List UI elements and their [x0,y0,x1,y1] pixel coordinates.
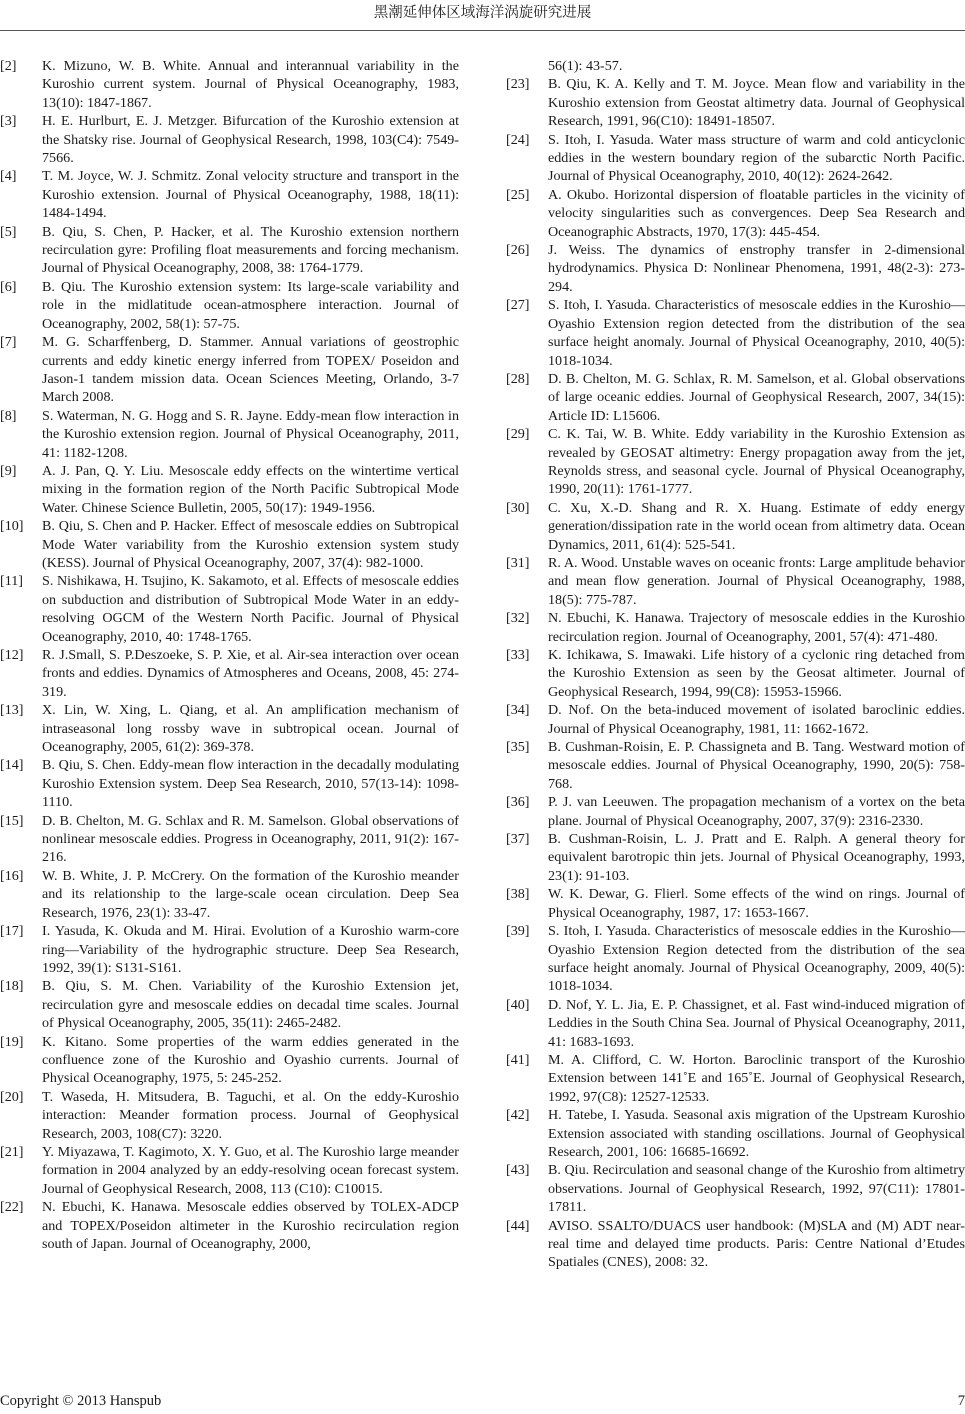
reference-entry [0,1198,459,1253]
reference-entry [506,922,965,996]
reference-entry [506,75,965,130]
reference-text: S. Itoh, I. Yasuda. Characteristics of mesoscale eddies in the Kuroshio—Oyashio Extension Region detected from the distribution of the sea surface height anomaly. Journal of Physical Oceanography, 2009, 40(5): 1018-1034. [548,923,965,995]
reference-entry [0,922,459,977]
reference-number: [6] [0,278,17,295]
reference-number: [34] [506,702,530,719]
reference-entry [0,407,459,462]
reference-text: N. Ebuchi, K. Hanawa. Trajectory of mesoscale eddies in the Kuroshio recirculation region. Journal of Oceanography, 2001, 57(4): 471-480. [548,610,965,645]
reference-entry [506,131,965,186]
reference-number: [20] [0,1088,24,1105]
reference-text: W. K. Dewar, G. Flierl. Some effects of the wind on rings. Journal of Physical Oceanography, 1987, 17: 1653-1667. [548,886,965,921]
reference-entry [0,112,459,167]
reference-text: M. G. Scharffenberg, D. Stammer. Annual variations of geostrophic currents and eddy kinetic energy inferred from TOPEX/ Poseidon and Jason-1 tandem mission data. Ocean Sciences Meeting, Orlando, 3-7 March 2008. [42,334,459,406]
reference-number: [13] [0,702,24,719]
reference-entry [506,1051,965,1106]
reference-entry [0,756,459,811]
reference-entry [0,867,459,922]
reference-text: AVISO. SSALTO/DUACS user handbook: (M)SLA and (M) ADT near-real time and delayed time products. Paris: Centre National d’Etudes Spatiales (CNES), 2008: 32. [548,1217,965,1271]
reference-text: B. Qiu, K. A. Kelly and T. M. Joyce. Mean flow and variability in the Kuroshio extension from Geostat altimetry data. Journal of Geophysical Research, 1991, 96(C10): 18491-18507. [548,76,965,130]
reference-number: [11] [0,573,23,590]
reference-number: [43] [506,1162,530,1179]
reference-number: [28] [506,370,530,387]
reference-entry [506,609,965,646]
reference-entry [506,186,965,241]
reference-entry [506,554,965,609]
reference-entry [506,241,965,296]
reference-number: [27] [506,297,530,314]
reference-entry [0,333,459,407]
reference-entry [506,646,965,701]
reference-number: [8] [0,407,17,424]
reference-entry [0,167,459,222]
reference-number: [26] [506,242,530,259]
reference-text: H. Tatebe, I. Yasuda. Seasonal axis migration of the Upstream Kuroshio Extension associated with standing oscillations. Journal of Geophysical Research, 2001, 106: 16685-16692. [548,1107,965,1160]
reference-text: P. J. van Leeuwen. The propagation mechanism of a vortex on the beta plane. Journal of Physical Oceanography, 2007, 37(9): 2316-2330. [548,794,965,829]
reference-number: [3] [0,113,17,130]
reference-entry [0,57,459,112]
reference-number: [37] [506,831,530,848]
reference-number: [7] [0,334,17,351]
reference-text: C. K. Tai, W. B. White. Eddy variability in the Kuroshio Extension as revealed by GEOSAT altimetry: Energy propagation away from the jet, Reynolds stress, and seasonal cycle. Journal of Physical Oceanography, 1990, 20(11): 1761-1777. [548,426,965,498]
reference-text: B. Qiu. Recirculation and seasonal change of the Kuroshio from altimetry observations. Journal of Geophysical Research, 1992, 97(C11): 17801-17811. [548,1162,965,1216]
reference-entry [506,370,965,425]
reference-number: [15] [0,812,24,829]
reference-number: [40] [506,996,530,1013]
reference-text: M. A. Clifford, C. W. Horton. Baroclinic transport of the Kuroshio Extension between 141˚E and 165˚E. Journal of Geophysical Research, 1992, 97(C8): 12527-12533. [548,1051,965,1105]
reference-text: S. Waterman, N. G. Hogg and S. R. Jayne. Eddy-mean flow interaction in the Kuroshio extension region. Journal of Physical Oceanography, 2011, 41: 1182-1208. [42,407,459,461]
reference-entry [506,830,965,885]
reference-text: S. Itoh, I. Yasuda. Characteristics of mesoscale eddies in the Kuroshio—Oyashio Extension region detected from the distribution of the sea surface height anomaly. Journal of Physical Oceanography, 2010, 40(5): 1018-1034. [548,297,965,369]
reference-number: [18] [0,978,24,995]
reference-entry [506,425,965,499]
reference-number: [4] [0,168,17,185]
reference-entry [506,793,965,830]
reference-number: [36] [506,794,530,811]
reference-entry [0,223,459,278]
reference-text: K. Mizuno, W. B. White. Annual and interannual variability in the Kuroshio current system. Journal of Physical Oceanography, 1983, 13(10): 1847-1867. [42,58,459,111]
reference-text: N. Ebuchi, K. Hanawa. Mesoscale eddies observed by TOLEX-ADCP and TOPEX/Poseidon altimeter in the Kuroshio recirculation region south of Japan. Journal of Oceanography, 2000, [42,1199,459,1252]
reference-number: [33] [506,647,530,663]
reference-number: [5] [0,223,17,240]
references-right-column [506,57,965,1272]
reference-number: [35] [506,739,530,756]
reference-text: R. J.Small, S. P.Deszoeke, S. P. Xie, et al. Air-sea interaction over ocean fronts and eddies. Dynamics of Atmospheres and Oceans, 2008, 45: 274-319. [42,647,459,700]
reference-entry [506,499,965,554]
reference-entry [0,517,459,572]
reference-text: Y. Miyazawa, T. Kagimoto, X. Y. Guo, et al. The Kuroshio large meander formation in 2004 analyzed by an eddy-resolving ocean forecast system. Journal of Geophysical Research, 2008, 113 (C10): C10015. [42,1143,459,1197]
reference-entry [0,701,459,756]
reference-text: A. Okubo. Horizontal dispersion of floatable particles in the vicinity of velocity singularities such as convergences. Deep Sea Research and Oceanographic Abstracts, 1970, 17(3): 445-454. [548,186,965,240]
reference-number: [31] [506,554,530,571]
reference-entry [0,977,459,1032]
reference-text: D. B. Chelton, M. G. Schlax and R. M. Samelson. Global observations of nonlinear mesoscale eddies. Progress in Oceanography, 2011, 91(2): 167-216. [42,812,459,866]
reference-entry [506,738,965,793]
reference-number: [2] [0,58,17,74]
reference-number: [19] [0,1033,24,1050]
running-header: 黑潮延伸体区域海洋涡旋研究进展 [373,5,592,21]
reference-text: W. B. White, J. P. McCrery. On the formation of the Kuroshio meander and its relationship to the large-scale ocean circulation. Deep Sea Research, 1976, 23(1): 33-47. [42,867,459,921]
reference-number: [21] [0,1143,24,1160]
reference-entry [506,1161,965,1216]
reference-entry [506,885,965,922]
reference-text: T. Waseda, H. Mitsudera, B. Taguchi, et al. On the eddy-Kuroshio interaction: Meander formation process. Journal of Geophysical Research, 2003, 108(C7): 3220. [42,1088,459,1142]
reference-text: B. Qiu, S. Chen, P. Hacker, et al. The Kuroshio extension northern recirculation gyre: Profiling float measurements and forcing mechanism. Journal of Physical Oceanography, 2008, 38: 1764-1779. [42,223,459,277]
reference-number: [44] [506,1217,530,1234]
reference-entry [506,1106,965,1161]
reference-number: [14] [0,757,24,774]
reference-number: [41] [506,1051,530,1068]
reference-text: K. Kitano. Some properties of the warm eddies generated in the confluence zone of the Kuroshio and Oyashio currents. Journal of Physical Oceanography, 1975, 5: 245-252. [42,1033,459,1087]
reference-number: [42] [506,1107,530,1124]
reference-entry [0,1033,459,1088]
reference-text: B. Cushman-Roisin, L. J. Pratt and E. Ralph. A general theory for equivalent barotropic thin jets. Journal of Physical Oceanography, 1993, 23(1): 91-103. [548,831,965,884]
reference-text: D. B. Chelton, M. G. Schlax, R. M. Samelson, et al. Global observations of large oceanic eddies. Journal of Geophysical Research, 2007, 34(15): Article ID: L15606. [548,370,965,424]
reference-entry [506,57,965,75]
reference-number: [25] [506,186,530,203]
reference-entry [0,462,459,517]
reference-text: I. Yasuda, K. Okuda and M. Hirai. Evolution of a Kuroshio warm-core ring—Variability of the hydrographic structure. Deep Sea Research, 1992, 39(1): S131-S161. [42,923,459,976]
reference-text: D. Nof, Y. L. Jia, E. P. Chassignet, et al. Fast wind-induced migration of Leddies in the South China Sea. Journal of Physical Oceanography, 2011, 41: 1683-1693. [548,996,965,1050]
reference-number: [17] [0,923,24,940]
page-number: 7 [957,1393,965,1409]
reference-text: D. Nof. On the beta-induced movement of isolated baroclinic eddies. Journal of Physical Oceanography, 1981, 11: 1662-1672. [548,702,965,737]
header-rule [0,30,965,31]
references-left-column [0,57,459,1253]
reference-number: [22] [0,1199,24,1216]
reference-text: K. Ichikawa, S. Imawaki. Life history of a cyclonic ring detached from the Kuroshio Extension as seen by the Geosat altimeter. Journal of Geophysical Research, 1994, 99(C8): 15953-15966. [548,647,965,700]
reference-entry [506,1217,965,1272]
reference-text: T. M. Joyce, W. J. Schmitz. Zonal velocity structure and transport in the Kuroshio extension. Journal of Physical Oceanography, 1988, 18(11): 1484-1494. [42,168,459,222]
reference-text: R. A. Wood. Unstable waves on oceanic fronts: Large amplitude behavior and mean flow generation. Journal of Physical Oceanography, 1988, 18(5): 775-787. [548,554,965,608]
reference-entry [0,572,459,646]
reference-text: J. Weiss. The dynamics of enstrophy transfer in 2-dimensional hydrodynamics. Physica D: Nonlinear Phenomena, 1991, 48(2-3): 273-294. [548,242,965,295]
reference-number: [16] [0,867,24,884]
reference-text: B. Qiu, S. M. Chen. Variability of the Kuroshio Extension jet, recirculation gyre and mesoscale eddies on decadal time scales. Journal of Physical Oceanography, 2005, 35(11): 2465-2482. [42,978,459,1032]
reference-text: B. Qiu, S. Chen and P. Hacker. Effect of mesoscale eddies on Subtropical Mode Water variability from the Kuroshio extension system study (KESS). Journal of Physical Oceanography, 2007, 37(4): 982-1000. [42,518,459,571]
reference-number: [39] [506,923,530,940]
reference-text: B. Cushman-Roisin, E. P. Chassigneta and B. Tang. Westward motion of mesoscale eddies. Journal of Physical Oceanography, 1990, 20(5): 758-768. [548,739,965,792]
reference-text: B. Qiu. The Kuroshio extension system: Its large-scale variability and role in the midlatitude ocean-atmosphere interaction. Journal of Oceanography, 2002, 58(1): 57-75. [42,278,459,332]
reference-number [506,57,548,75]
reference-number: [30] [506,499,530,516]
reference-number: [23] [506,76,530,93]
reference-text: S. Itoh, I. Yasuda. Water mass structure of warm and cold anticyclonic eddies in the western boundary region of the subarctic North Pacific. Journal of Physical Oceanography, 2010, 40(12): 2624-2642. [548,131,965,185]
reference-number: [38] [506,886,530,903]
reference-entry [506,996,965,1051]
reference-text: H. E. Hurlburt, E. J. Metzger. Bifurcation of the Kuroshio extension at the Shatsky rise. Journal of Geophysical Research, 1998, 103(C4): 7549-7566. [42,113,459,167]
reference-text: B. Qiu, S. Chen. Eddy-mean flow interaction in the decadally modulating Kuroshio Extension system. Deep Sea Research, 2010, 57(13-14): 1098-1110. [42,757,459,811]
reference-entry [506,296,965,370]
reference-number: [29] [506,426,530,443]
reference-number: [24] [506,131,530,148]
reference-entry [0,646,459,701]
reference-text: 56(1): 43-57. [548,58,623,74]
reference-entry [0,1088,459,1143]
reference-number: [10] [0,518,24,535]
reference-number: [12] [0,647,24,663]
reference-number: [9] [0,462,17,479]
reference-number: [32] [506,610,530,627]
reference-text: X. Lin, W. Xing, L. Qiang, et al. An amplification mechanism of intraseasonal long rossby wave in subtropical ocean. Journal of Oceanography, 2005, 61(2): 369-378. [42,702,459,756]
copyright-footer: Copyright © 2013 Hanspub [0,1393,162,1409]
reference-entry [0,812,459,867]
reference-text: C. Xu, X.-D. Shang and R. X. Huang. Estimate of eddy energy generation/dissipation rate in the world ocean from altimetry data. Ocean Dynamics, 2011, 61(4): 525-541. [548,499,965,553]
reference-text: S. Nishikawa, H. Tsujino, K. Sakamoto, et al. Effects of mesoscale eddies on subduction and distribution of Subtropical Mode Water in an eddy-resolving OGCM of the Western North Pacific. Journal of Physical Oceanography, 2010, 40: 1748-1765. [42,573,459,645]
reference-text: A. J. Pan, Q. Y. Liu. Mesoscale eddy effects on the wintertime vertical mixing in the formation region of the North Pacific Subtropical Mode Water. Chinese Science Bulletin, 2005, 50(17): 1949-1956. [42,462,459,516]
reference-entry [506,701,965,738]
reference-entry [0,278,459,333]
reference-entry [0,1143,459,1198]
